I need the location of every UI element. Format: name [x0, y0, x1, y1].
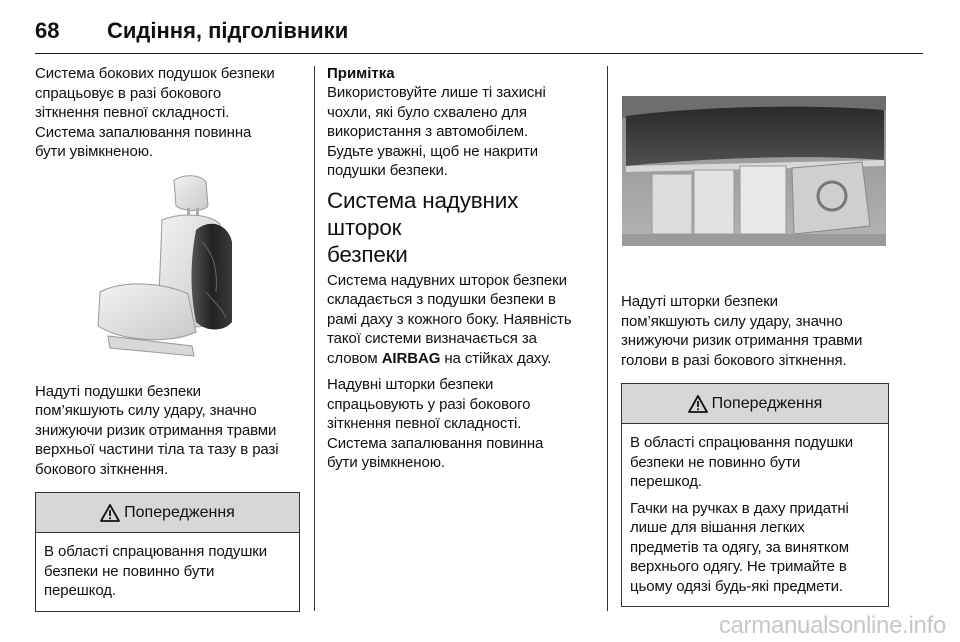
note-title: Примітка — [327, 65, 395, 82]
page-number: 68 — [35, 18, 60, 43]
curtain-airbag-illustration — [622, 96, 886, 246]
airbag-keyword: AIRBAG — [381, 349, 441, 367]
warning-title: Попередження — [124, 503, 235, 521]
warning-box-2 — [621, 383, 889, 607]
warning-body — [36, 533, 299, 611]
column-2 — [327, 64, 595, 473]
side-airbag-intro: Система бокових подушок безпеки спрацьовує в разі бокового зіткнення певної складності. Система запалювання повинна бути увімкненою. — [35, 65, 275, 160]
side-airbag-caption: Надуті подушки безпеки пом’якшують силу удару, значно знижуючи ризик отримання травми верхньої частини тіла та тазу в разі бокового зіткнення. — [35, 382, 279, 478]
curtain-airbag-description: Система надувних шторок безпеки складається з подушки безпеки в рамі даху з кожного боку. Наявність такої системи визначається за словом AIRBAG на стійках даху. — [327, 271, 572, 367]
column-divider-2 — [607, 66, 608, 611]
page-title: Сидіння, підголівники — [107, 18, 349, 43]
page-header — [35, 14, 923, 54]
warning-triangle-icon — [688, 395, 708, 413]
warning-triangle-icon — [100, 504, 120, 522]
column-divider-1 — [314, 66, 315, 611]
warning-text-1: В області спрацювання подушки безпеки не повинно бути перешкод. — [630, 434, 854, 490]
warning-body — [622, 424, 888, 606]
seat-airbag-illustration — [92, 172, 300, 370]
note-text: Використовуйте лише ті захисні чохли, які було схвалено для використання з автомобілем. Будьте уважні, щоб не накрити подушки безпеки. — [327, 84, 546, 179]
warning-header — [622, 384, 888, 424]
column-3 — [621, 292, 889, 607]
section-title: Система надувних шторок безпеки — [327, 187, 519, 267]
warning-header — [36, 493, 299, 533]
curtain-airbag-activation: Надувні шторки безпеки спрацьовують у разі бокового зіткнення певної складності. Система запалювання повинна бути увімкненою. — [327, 376, 544, 471]
warning-box-1 — [35, 492, 300, 612]
warning-text-2: Гачки на ручках в даху придатні лише для вішання легких предметів та одягу, за винятком верхнього одягу. Не тримайте в цьому одязі будь-які предмети. — [630, 499, 849, 595]
curtain-airbag-caption: Надуті шторки безпеки пом’якшують силу удару, значно знижуючи ризик отримання травми голови в разі бокового зіткнення. — [621, 293, 863, 369]
warning-title: Попередження — [711, 394, 823, 412]
watermark: carmanualsonline.info — [718, 612, 946, 639]
warning-text: В області спрацювання подушки безпеки не повинно бути перешкод. — [44, 543, 268, 599]
